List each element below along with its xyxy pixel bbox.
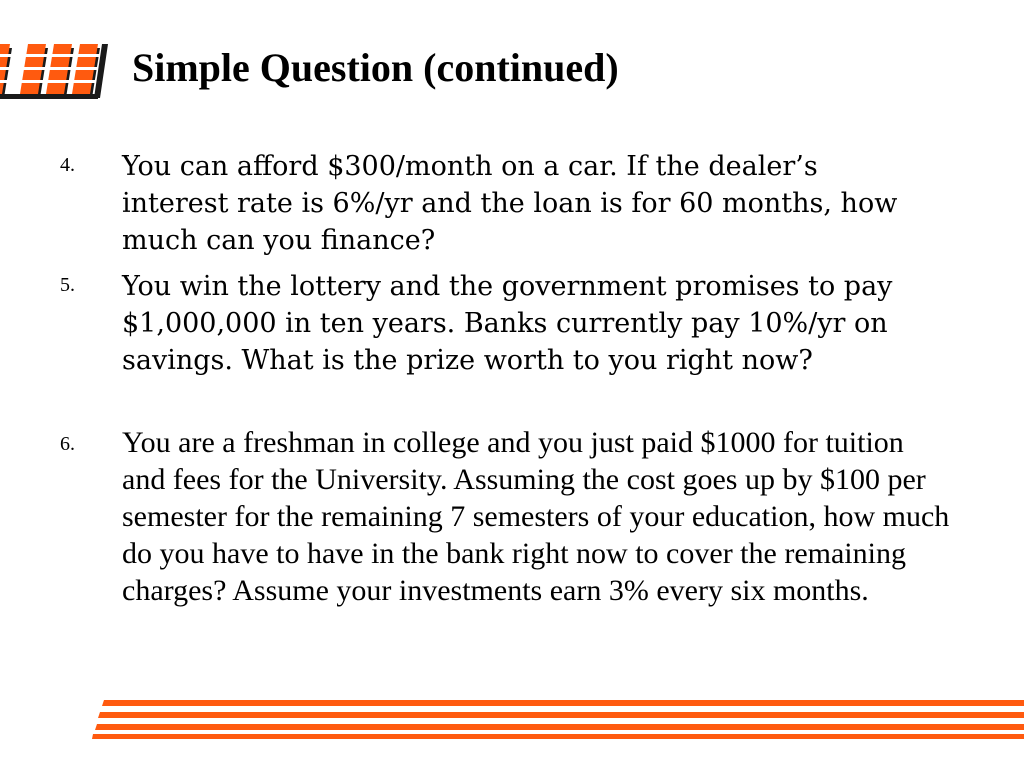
question-text: You are a freshman in college and you just paid $1000 for tuition and fees for the University. Assuming the cost goes up by $100 per semester for the remaining 7 semesters of your education, how much do you have to have in the bank right now to cover the remaining charges? Assume your investments earn 3% every six months. [122,426,950,607]
slide-title: Simple Question (continued) [132,45,619,90]
question-number: 6. [60,433,75,455]
question-text: You can afford $300/month on a car. If the dealer’s interest rate is 6%/yr and the loan is for 60 months, how much can you finance? [122,151,898,256]
question-number: 4. [60,154,75,176]
question-text: You win the lottery and the government promises to pay $1,000,000 in ten years. Banks currently pay 10%/yr on savings. What is the prize worth to you right now? [122,271,893,376]
question-number: 5. [60,274,75,296]
orange-stripes-icon [0,694,1024,740]
